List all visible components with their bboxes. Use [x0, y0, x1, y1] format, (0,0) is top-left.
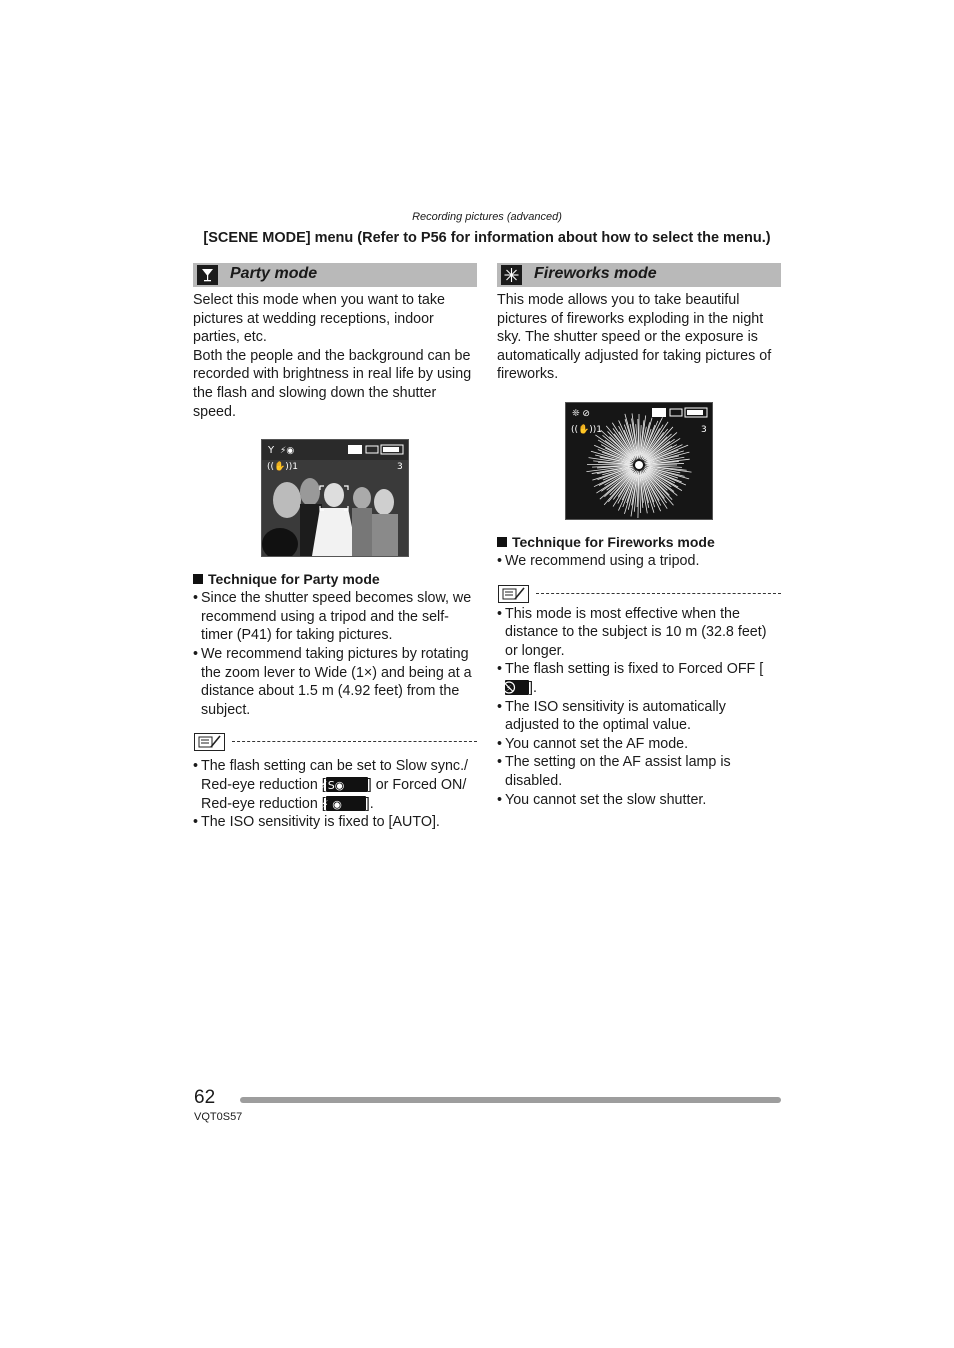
footer-rule	[240, 1097, 781, 1103]
list-item: • Since the shutter speed becomes slow, we recommend using a tripod and the self-timer (P41) for taking pictures.	[193, 589, 477, 645]
fireworks-mode-header	[497, 263, 781, 287]
fireworks-mode-section	[497, 263, 781, 809]
party-intro-2: Both the people and the background can be recorded with brightness in real life by using the flash and slowing down the shutter speed.	[193, 347, 472, 420]
svg-text:Y: Y	[268, 445, 275, 457]
svg-text:((✋))1: ((✋))1	[571, 424, 602, 435]
note-memo-icon	[498, 585, 529, 603]
fireworks-note-divider	[497, 585, 781, 603]
list-item: • The ISO sensitivity is automatically adjusted to the optimal value.	[497, 698, 781, 735]
flash-slow-sync-redeye-icon	[319, 777, 368, 792]
svg-text:((✋))1: ((✋))1	[267, 462, 298, 473]
fireworks-technique-title: Technique for Fireworks mode	[497, 534, 781, 550]
list-item: • You cannot set the slow shutter.	[497, 791, 781, 810]
list-item: • The flash setting is fixed to Forced OFF [ ⚡ ].	[497, 660, 781, 697]
list-item: • You cannot set the AF mode.	[497, 735, 781, 754]
fireworks-notes-list	[497, 605, 781, 810]
party-mode-section	[193, 263, 477, 832]
square-bullet-icon	[497, 537, 507, 547]
page-number: 62	[194, 1087, 216, 1108]
menu-title: [SCENE MODE] menu (Refer to P56 for information about how to select the menu.)	[203, 230, 771, 246]
fireworks-icon	[501, 265, 522, 285]
svg-text:❊ ⊘: ❊ ⊘	[572, 408, 590, 419]
party-note-divider	[193, 733, 477, 751]
list-item: • The flash setting can be set to Slow sync./ Red-eye reduction [ ⚡S◉ ] or Forced ON/ Red-eye reduction [ ⚡ ◉ ].	[193, 757, 477, 813]
document-code: VQT0S57	[194, 1111, 243, 1123]
party-glass-icon	[197, 265, 218, 285]
fireworks-shots-remaining: 3	[701, 424, 707, 435]
fireworks-mode-title: Fireworks mode	[534, 265, 657, 282]
party-notes-list	[193, 757, 477, 831]
fireworks-screen-image	[565, 402, 713, 520]
dashed-divider	[536, 593, 781, 594]
list-item: • The ISO sensitivity is fixed to [AUTO].	[193, 813, 477, 832]
fireworks-technique-list	[497, 552, 781, 571]
running-head: Recording pictures (advanced)	[412, 211, 562, 223]
list-item: • We recommend using a tripod.	[497, 552, 781, 571]
flash-forced-on-redeye-icon	[320, 796, 366, 811]
svg-text:⚡ ◉: ⚡ ◉	[320, 797, 342, 811]
party-mode-header	[193, 263, 477, 287]
fireworks-intro: This mode allows you to take beautiful pictures of fireworks exploding in the night sky. The shutter speed or the exposure is automatically adjusted for taking pictures of fireworks.	[497, 292, 772, 383]
party-shots-remaining: 3	[397, 462, 403, 473]
dashed-divider	[232, 741, 477, 742]
list-item: • This mode is most effective when the distance to the subject is 10 m (32.8 feet) or longer.	[497, 605, 781, 661]
party-mode-title: Party mode	[230, 265, 318, 282]
svg-text:⚡: ⚡	[506, 683, 512, 693]
list-item: • We recommend taking pictures by rotating the zoom lever to Wide (1×) and being at a distance about 1.5 m (4.92 feet) from the subject.	[193, 645, 477, 719]
flash-forced-off-icon	[505, 680, 529, 695]
party-intro-1: Select this mode when you want to take pictures at wedding receptions, indoor parties, etc.	[193, 292, 445, 346]
square-bullet-icon	[193, 574, 203, 584]
list-item: • The setting on the AF assist lamp is disabled.	[497, 753, 781, 790]
svg-text:⚡◉: ⚡◉	[280, 446, 295, 457]
party-screen-image	[261, 439, 409, 557]
note-memo-icon	[194, 733, 225, 751]
party-technique-list	[193, 589, 477, 719]
party-technique-title: Technique for Party mode	[193, 571, 477, 587]
svg-text:⚡S◉: ⚡S◉	[319, 778, 345, 792]
